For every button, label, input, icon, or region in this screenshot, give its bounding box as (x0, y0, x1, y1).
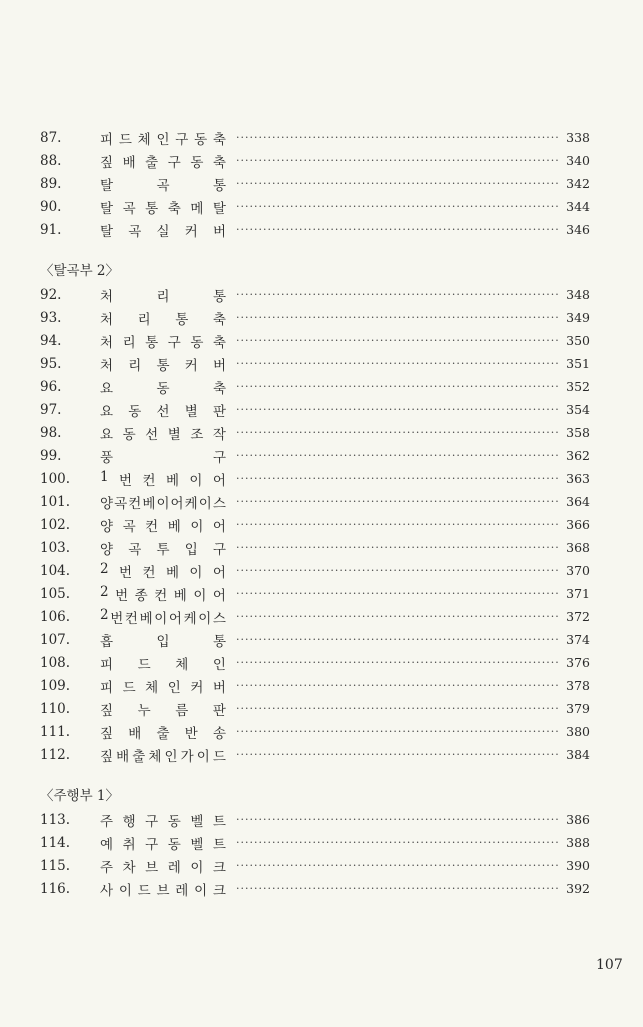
leader-dots (236, 495, 560, 508)
toc-entry (40, 444, 590, 467)
entry-number: 88. (40, 152, 62, 169)
entry-title: 탈 곡 실 커 버 (100, 223, 226, 240)
entry-page: 379 (566, 701, 590, 716)
leader-dots (236, 449, 560, 462)
toc-entry (40, 808, 590, 831)
entry-page: 342 (566, 176, 590, 191)
leader-dots (236, 748, 560, 761)
entry-number: 91. (40, 221, 62, 238)
entry-page: 358 (566, 425, 590, 440)
leader-dots (236, 131, 560, 144)
entry-page: 380 (566, 724, 590, 739)
entry-number: 114. (40, 834, 71, 851)
leader-dots (236, 679, 560, 692)
toc-entry (40, 172, 590, 195)
toc-entry (40, 306, 590, 329)
entry-number: 116. (40, 880, 71, 897)
entry-title: 짚 배 출 반 송 (100, 725, 226, 742)
entry-page: 344 (566, 199, 590, 214)
entry-page: 384 (566, 747, 590, 762)
toc-entry (40, 720, 590, 743)
entry-number: 105. (40, 585, 71, 602)
entry-number: 107. (40, 631, 71, 648)
toc-entry (40, 559, 590, 582)
leader-dots (236, 656, 560, 669)
entry-number: 99. (40, 447, 62, 464)
entry-title: 양 곡 컨 베 이 어 (100, 518, 226, 535)
toc-entry (40, 329, 590, 352)
entry-number: 90. (40, 198, 62, 215)
leader-dots (236, 311, 560, 324)
entry-page: 368 (566, 540, 590, 555)
entry-page: 392 (566, 881, 590, 896)
entry-title: 짚 배 출 구 동 축 (100, 154, 226, 171)
toc-entry (40, 352, 590, 375)
leader-dots (236, 813, 560, 826)
leader-dots (236, 541, 560, 554)
leader-dots (236, 403, 560, 416)
entry-title: 피 드 체 인 (100, 656, 226, 673)
toc-entry (40, 218, 590, 241)
entry-title: 처 리 통 축 (100, 311, 226, 328)
toc-entry (40, 743, 590, 766)
entry-number: 94. (40, 332, 62, 349)
entry-page: 372 (566, 609, 590, 624)
entry-title: 주 행 구 동 벨 트 (100, 813, 226, 830)
leader-dots (236, 200, 560, 213)
entry-page: 376 (566, 655, 590, 670)
entry-page: 388 (566, 835, 590, 850)
entry-number: 98. (40, 424, 62, 441)
entry-page: 348 (566, 287, 590, 302)
leader-dots (236, 587, 560, 600)
entry-page: 366 (566, 517, 590, 532)
entry-number: 104. (40, 562, 71, 579)
entry-number: 115. (40, 857, 71, 874)
leader-dots (236, 633, 560, 646)
leader-dots (236, 177, 560, 190)
leader-dots (236, 357, 560, 370)
toc-entry (40, 490, 590, 513)
entry-page: 390 (566, 858, 590, 873)
leader-dots (236, 882, 560, 895)
toc-entry (40, 605, 590, 628)
entry-title: 풍 구 (100, 449, 226, 466)
entry-title: 1 번 컨 베 이 어 (100, 468, 226, 489)
entry-title: 양 곡 컨 베 이 어 케 이 스 (100, 495, 226, 512)
leader-dots (236, 154, 560, 167)
entry-page: 354 (566, 402, 590, 417)
entry-page: 362 (566, 448, 590, 463)
entry-title: 2 번 컨 베 이 어 케 이 스 (100, 606, 226, 627)
leader-dots (236, 702, 560, 715)
table-of-contents (40, 126, 590, 900)
entry-number: 106. (40, 608, 71, 625)
toc-entry (40, 628, 590, 651)
toc-entry (40, 582, 590, 605)
toc-entry (40, 513, 590, 536)
entry-title: 흡 입 통 (100, 633, 226, 650)
entry-title: 양 곡 투 입 구 (100, 541, 226, 558)
entry-number: 101. (40, 493, 71, 510)
entry-page: 374 (566, 632, 590, 647)
entry-page: 386 (566, 812, 590, 827)
section-heading: 〈탈곡부 2〉 (40, 263, 120, 279)
entry-number: 96. (40, 378, 62, 395)
entry-title: 사 이 드 브 레 이 크 (100, 882, 226, 899)
toc-entry (40, 697, 590, 720)
entry-page: 350 (566, 333, 590, 348)
leader-dots (236, 334, 560, 347)
leader-dots (236, 380, 560, 393)
entry-page: 338 (566, 130, 590, 145)
entry-number: 111. (40, 723, 71, 740)
entry-title: 탈 곡 통 축 메 탈 (100, 200, 226, 217)
entry-page: 351 (566, 356, 590, 371)
entry-title: 예 취 구 동 벨 트 (100, 836, 226, 853)
entry-page: 371 (566, 586, 590, 601)
toc-entry (40, 398, 590, 421)
toc-entry (40, 877, 590, 900)
entry-page: 340 (566, 153, 590, 168)
entry-page: 370 (566, 563, 590, 578)
entry-number: 102. (40, 516, 71, 533)
entry-title: 처 리 통 (100, 288, 226, 305)
entry-title: 처 리 통 커 버 (100, 357, 226, 374)
entry-number: 109. (40, 677, 71, 694)
entry-title: 요 동 선 별 조 작 (100, 426, 226, 443)
toc-entry (40, 854, 590, 877)
leader-dots (236, 564, 560, 577)
entry-number: 113. (40, 811, 71, 828)
entry-page: 346 (566, 222, 590, 237)
entry-page: 364 (566, 494, 590, 509)
entry-number: 93. (40, 309, 62, 326)
entry-number: 89. (40, 175, 62, 192)
entry-title: 짚 배 출 체 인 가 이 드 (100, 748, 226, 765)
leader-dots (236, 859, 560, 872)
entry-title: 주 차 브 레 이 크 (100, 859, 226, 876)
entry-number: 92. (40, 286, 62, 303)
entry-page: 349 (566, 310, 590, 325)
toc-entry (40, 375, 590, 398)
leader-dots (236, 518, 560, 531)
entry-number: 100. (40, 470, 71, 487)
leader-dots (236, 836, 560, 849)
entry-number: 87. (40, 129, 62, 146)
leader-dots (236, 288, 560, 301)
toc-entry (40, 831, 590, 854)
entry-page: 378 (566, 678, 590, 693)
entry-number: 95. (40, 355, 62, 372)
entry-page: 363 (566, 471, 590, 486)
toc-entry (40, 195, 590, 218)
entry-title: 피 드 체 인 구 동 축 (100, 131, 226, 148)
toc-entry (40, 149, 590, 172)
toc-entry (40, 674, 590, 697)
entry-title: 짚 누 름 판 (100, 702, 226, 719)
page-number: 107 (596, 957, 623, 973)
section-heading: 〈주행부 1〉 (40, 788, 120, 804)
entry-title: 2 번 컨 베 이 어 (100, 560, 226, 581)
entry-number: 110. (40, 700, 71, 717)
leader-dots (236, 223, 560, 236)
entry-page: 352 (566, 379, 590, 394)
toc-entry (40, 126, 590, 149)
entry-number: 97. (40, 401, 62, 418)
toc-entry (40, 283, 590, 306)
entry-title: 요 동 선 별 판 (100, 403, 226, 420)
entry-number: 103. (40, 539, 71, 556)
entry-number: 112. (40, 746, 71, 763)
entry-title: 탈 곡 통 (100, 177, 226, 194)
toc-entry (40, 467, 590, 490)
toc-entry (40, 536, 590, 559)
entry-number: 108. (40, 654, 71, 671)
toc-entry (40, 651, 590, 674)
leader-dots (236, 426, 560, 439)
toc-entry (40, 421, 590, 444)
entry-title: 처 리 통 구 동 축 (100, 334, 226, 351)
entry-title: 요 동 축 (100, 380, 226, 397)
leader-dots (236, 725, 560, 738)
leader-dots (236, 610, 560, 623)
leader-dots (236, 472, 560, 485)
entry-title: 피 드 체 인 커 버 (100, 679, 226, 696)
entry-title: 2 번 종 컨 베 이 어 (100, 583, 226, 604)
